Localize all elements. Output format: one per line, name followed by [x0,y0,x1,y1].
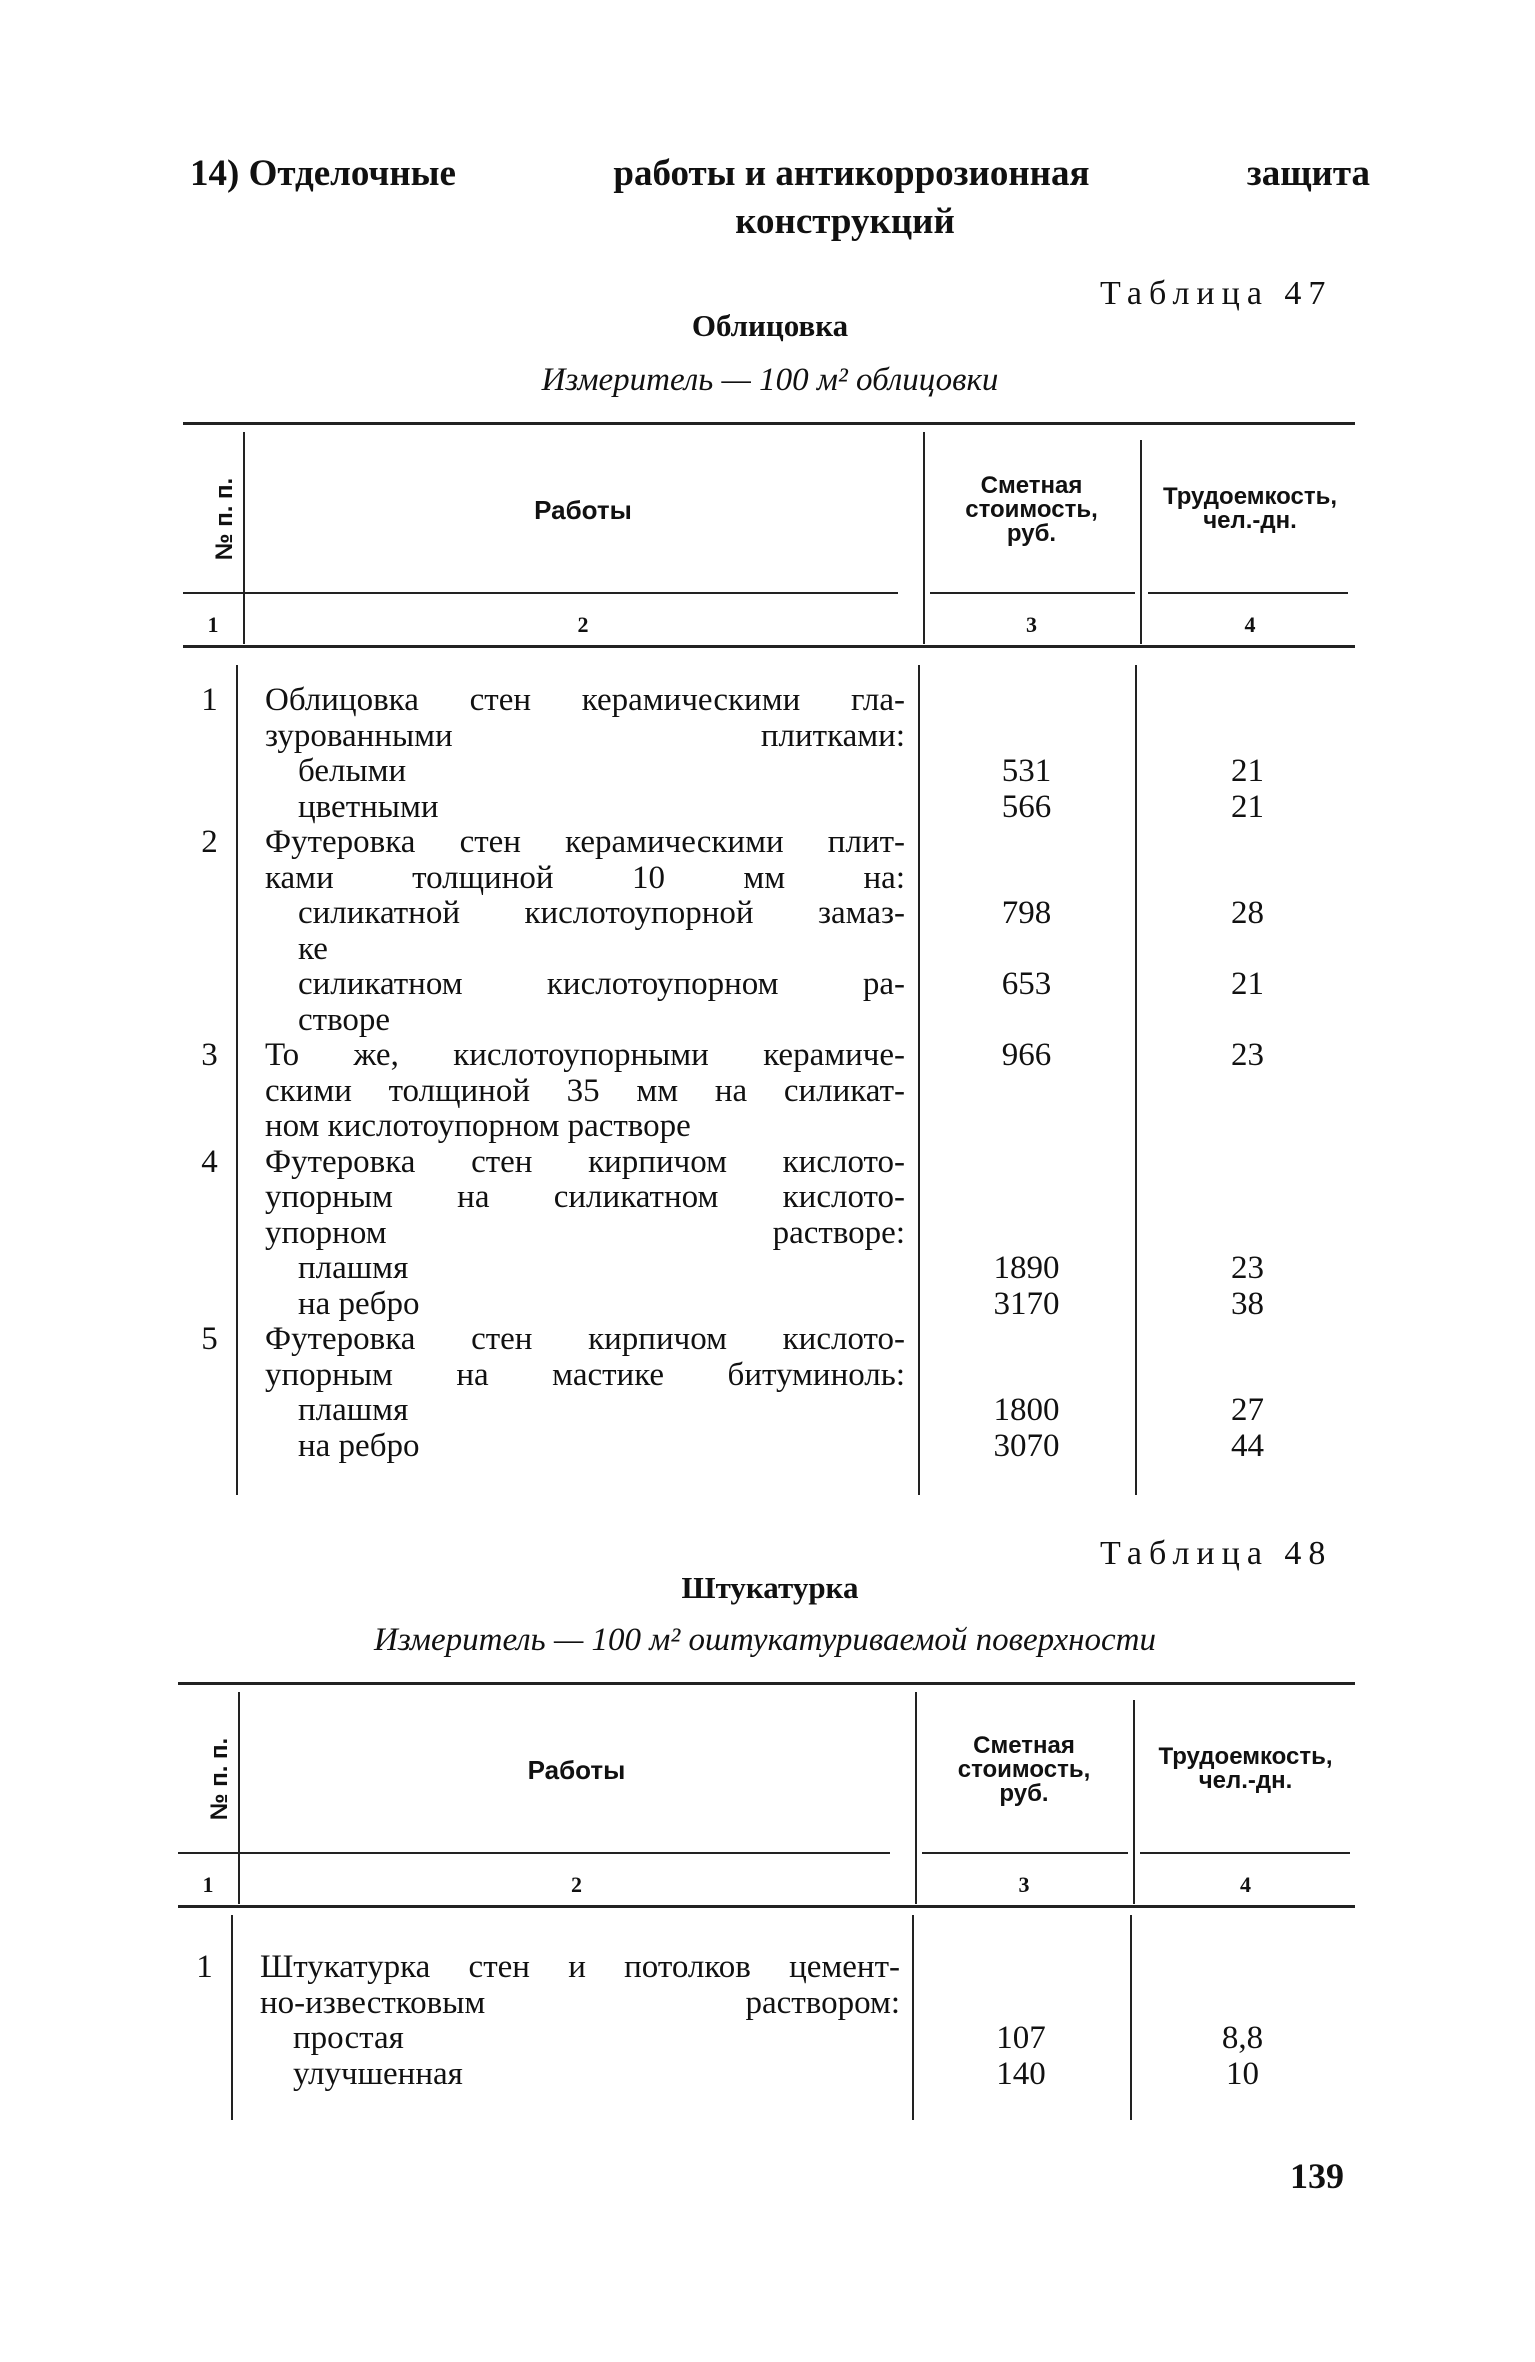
row-work-text: створе [298,1001,391,1038]
row-work-text: Футеровка стен кирпичом кислото- [265,1143,905,1180]
row-work-text: на ребро [298,1427,420,1464]
t47-num-rule2 [243,592,898,594]
table47-label: Таблица 47 [1100,275,1333,312]
row-labor: 21 [1231,966,1264,1002]
row-work-text: Облицовка стен керамическими гла- [265,682,905,718]
row-work-text: силикатном кислотоупорном ра- [298,966,905,1002]
t47-col-labor-header [1140,485,1360,533]
table47-header-rule [183,645,1355,648]
row-number: 5 [201,1321,218,1357]
t48-labor-h1: Трудоемкость, [1158,1743,1333,1770]
row-work-text: ном кислотоупорном растворе [265,1108,691,1144]
t47-num-rule1 [183,592,243,594]
t47-colnum-1: 1 [207,612,219,637]
t47-col-cost-header [923,474,1140,546]
row-number: 1 [196,1949,213,1985]
row-labor: 10 [1226,2055,1259,2092]
t48-col-works-header: Работы [527,1755,626,1785]
table48-top-rule [178,1682,1355,1685]
row-cost: 966 [1001,1037,1052,1073]
row-labor: 21 [1231,753,1264,789]
t48-num-rule2 [238,1852,890,1854]
row-labor: 27 [1231,1392,1264,1428]
t47-colnum-2: 2 [577,612,589,637]
t48-col-no-header: № п. п. [206,1737,233,1821]
row-work-text: То же, кислотоупорными керамиче- [265,1037,905,1073]
section-title-part3: защита [1246,153,1370,194]
t47-cost-h3: руб. [1006,520,1057,547]
row-cost: 1800 [993,1392,1060,1428]
row-work-text: улучшенная [293,2055,463,2092]
t47-cost-h1: Сметная [980,472,1083,499]
row-work-text: белыми [298,753,407,789]
row-labor: 8,8 [1221,2020,1264,2056]
row-cost: 3070 [993,1427,1060,1464]
t47-num-rule4 [1148,592,1348,594]
t48-colnum-3: 3 [1018,1872,1030,1897]
t47-colnum-3: 3 [1026,612,1037,637]
table48-header-rule [178,1905,1355,1908]
row-work-text: простая [293,2020,404,2056]
t48-cost-h2: стоимость, [957,1756,1091,1783]
row-work-text: на ребро [298,1285,420,1322]
row-labor: 21 [1231,788,1264,825]
t48-col-labor-header [1133,1745,1358,1793]
row-work-text: упорном растворе: [265,1214,905,1251]
row-work-text: цветными [298,788,439,825]
row-cost: 653 [1001,966,1052,1002]
row-work-text: упорным на силикатном кислото- [265,1179,905,1215]
row-labor: 23 [1231,1037,1264,1073]
t47-col-no-header: № п. п. [211,477,238,561]
row-work-text: ке [298,930,328,967]
table48-label: Таблица 48 [1100,1535,1333,1572]
t48-num-rule1 [178,1852,238,1854]
row-number: 1 [201,682,218,718]
row-work-text: но-известковым раствором: [260,1984,900,2021]
row-number: 2 [201,824,218,860]
row-work-text: скими толщиной 35 мм на силикат- [265,1072,905,1109]
row-work-text: ками толщиной 10 мм на: [265,859,905,896]
t47-body-v1 [236,665,238,1495]
t47-labor-h1: Трудоемкость, [1162,483,1338,510]
t48-colnum-1: 1 [202,1872,214,1897]
t48-cost-h3: руб. [999,1780,1049,1807]
t48-body-v1 [231,1915,233,2120]
t48-colnum-4: 4 [1240,1872,1251,1897]
row-cost: 1890 [993,1250,1060,1286]
page-number: 139 [1290,2156,1344,2196]
t48-num-rule3 [922,1852,1128,1854]
t47-labor-h2: чел.-дн. [1203,507,1297,534]
table47-top-rule [183,422,1355,425]
t47-col-works-header: Работы [534,495,632,525]
table48-measure: Измеритель — 100 м² оштукатуриваемой поверхности [374,1622,1156,1658]
t47-num-rule3 [930,592,1135,594]
row-work-text: зурованными плитками: [265,717,905,754]
row-work-text: Футеровка стен кирпичом кислото- [265,1321,905,1357]
row-cost: 107 [996,2020,1046,2056]
row-work-text: плашмя [298,1392,409,1428]
row-work-text: Штукатурка стен и потолков цемент- [260,1949,900,1985]
section-title-part1: 14) Отделочные [190,153,456,194]
row-labor: 28 [1231,895,1264,931]
row-cost: 3170 [993,1285,1060,1322]
row-labor: 44 [1231,1427,1264,1464]
row-number: 4 [201,1143,218,1180]
t48-labor-h2: чел.-дн. [1198,1767,1293,1794]
row-cost: 140 [996,2055,1046,2092]
row-cost: 798 [1001,895,1052,931]
row-cost: 531 [1001,753,1052,789]
row-work-text: упорным на мастике битуминоль: [265,1356,905,1393]
t48-cost-h1: Сметная [973,1732,1075,1759]
t48-colnum-2: 2 [571,1872,582,1897]
row-labor: 38 [1231,1285,1264,1322]
t47-colnum-4: 4 [1244,612,1256,637]
t48-num-rule4 [1140,1852,1350,1854]
table47-measure: Измеритель — 100 м² облицовки [541,362,999,398]
t47-cost-h2: стоимость, [965,496,1098,523]
row-work-text: плашмя [298,1250,409,1286]
section-title [190,150,1370,246]
table47-name: Облицовка [691,308,849,343]
row-work-text: силикатной кислотоупорной замаз- [298,895,905,931]
section-title-line2: конструкций [735,201,955,242]
row-number: 3 [201,1037,218,1073]
section-title-part2: работы и антикоррозионная [613,153,1090,194]
row-cost: 566 [1001,788,1052,825]
table48-name: Штукатурка [681,1570,859,1605]
row-work-text: Футеровка стен керамическими плит- [265,824,905,860]
t48-col-cost-header [915,1734,1133,1806]
row-labor: 23 [1231,1250,1264,1286]
